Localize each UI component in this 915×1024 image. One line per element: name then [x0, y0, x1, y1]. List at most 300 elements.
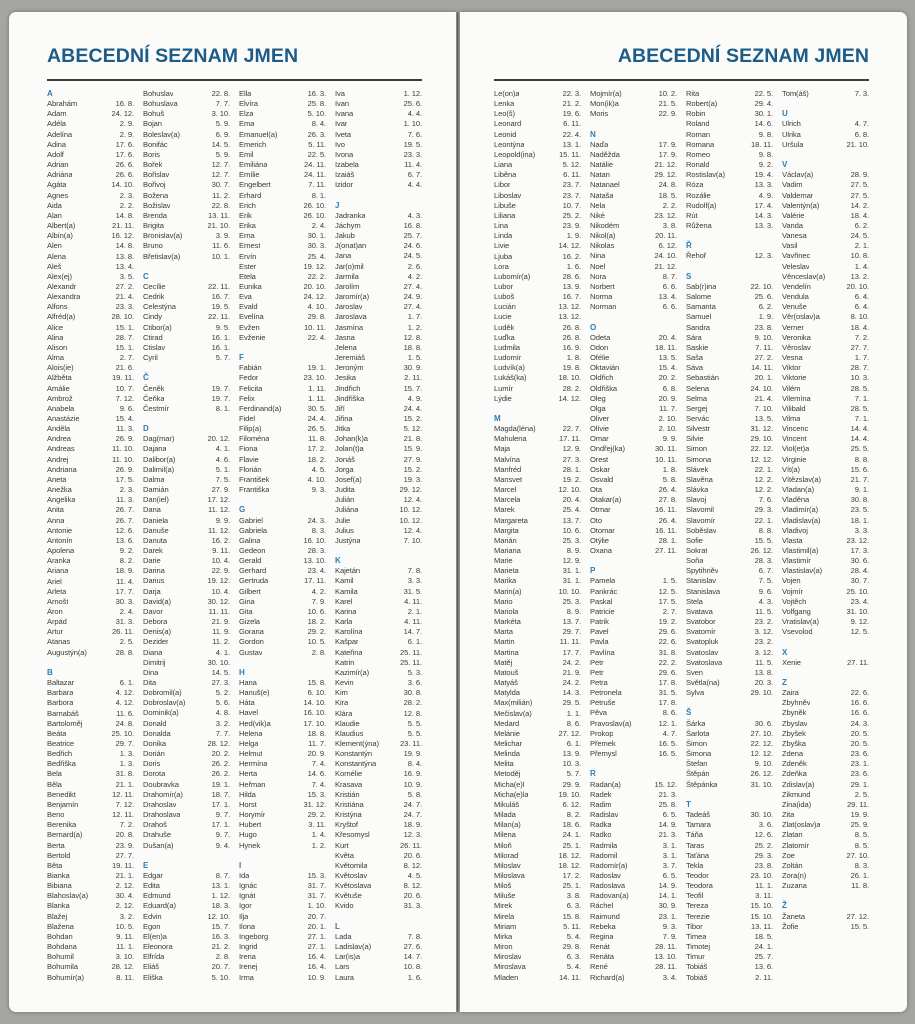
name-day-date: 11. 9. — [212, 627, 230, 637]
name-day-date: 8. 6. — [566, 718, 581, 728]
name-entry — [143, 688, 230, 698]
name-day-date: 29. 1. — [850, 779, 869, 789]
name-day-date: 30. 9. — [658, 901, 677, 911]
name-entry — [782, 272, 869, 282]
name-day-date: 14. 7. — [403, 627, 422, 637]
name-entry — [686, 455, 773, 465]
name-entry — [239, 323, 326, 333]
name-day-date: 19. 1. — [307, 363, 326, 373]
name-day-date: 31. 8. — [658, 647, 677, 657]
name-day-date: 30. 10. — [750, 810, 773, 820]
given-name: Zbyšek — [782, 728, 806, 738]
name-entry — [686, 99, 773, 109]
name-entry — [239, 180, 326, 190]
given-name: Rebeka — [590, 921, 616, 931]
given-name: Petronela — [590, 688, 622, 698]
name-day-date: 3. 2. — [215, 718, 230, 728]
given-name: Anežka — [47, 485, 72, 495]
given-name: Oskar — [590, 464, 610, 474]
given-name: Libuše — [494, 200, 516, 210]
name-entry — [686, 536, 773, 546]
name-entry — [143, 526, 230, 536]
name-day-date: 28. 5. — [850, 383, 869, 393]
name-entry — [47, 901, 134, 911]
name-day-date: 17. 4. — [754, 200, 773, 210]
name-day-date: 26. 9. — [115, 464, 134, 474]
given-name: Zuzana — [782, 881, 807, 891]
name-entry — [335, 343, 422, 353]
name-day-date: 3. 9. — [215, 231, 230, 241]
given-name: Tibor — [686, 921, 703, 931]
name-entry — [590, 830, 677, 840]
name-day-date: 18. 4. — [850, 322, 869, 332]
name-day-date: 9. 2. — [119, 546, 134, 556]
name-entry — [143, 353, 230, 363]
name-entry — [143, 668, 230, 678]
name-entry — [782, 810, 869, 820]
given-name: Ariana — [47, 566, 69, 576]
given-name: Vít(a) — [782, 464, 800, 474]
given-name: Františka — [239, 485, 270, 495]
given-name: Vladěna — [782, 495, 810, 505]
name-day-date: 1. 6. — [407, 972, 422, 982]
given-name: Cindy — [143, 312, 162, 322]
name-day-date: 22. 6. — [850, 688, 869, 698]
name-day-date: 11. 10. — [112, 444, 134, 454]
name-entry — [494, 688, 581, 698]
name-entry — [239, 526, 326, 536]
name-day-date: 2. 2. — [662, 200, 677, 210]
given-name: Svatava — [686, 606, 713, 616]
given-name: Teofil — [686, 891, 704, 901]
name-entry — [239, 140, 326, 150]
given-name: Alma — [47, 353, 64, 363]
name-day-date: 15. 1. — [115, 322, 134, 332]
name-entry — [494, 678, 581, 688]
name-day-date: 24. 12. — [111, 109, 134, 119]
name-entry — [47, 891, 134, 901]
name-day-date: 21. 4. — [754, 393, 773, 403]
name-column — [47, 89, 134, 983]
given-name: Háta — [239, 698, 255, 708]
name-entry — [47, 820, 134, 830]
name-day-date: 30. 3. — [307, 241, 326, 251]
name-entry — [494, 566, 581, 576]
given-name: Izidor — [335, 180, 353, 190]
given-name: Blahoslav(a) — [47, 891, 89, 901]
name-columns — [47, 89, 422, 983]
given-name: Slavomír — [686, 515, 716, 525]
name-entry — [239, 546, 326, 556]
name-entry — [686, 160, 773, 170]
name-entry — [335, 455, 422, 465]
name-day-date: 2. 1. — [407, 606, 422, 616]
name-day-date: 1. 10. — [307, 901, 326, 911]
given-name: Ulrich — [782, 119, 801, 129]
name-day-date: 23. 11. — [400, 738, 422, 748]
given-name: Stela — [686, 596, 703, 606]
name-day-date: 25. 6. — [403, 99, 422, 109]
name-entry — [239, 160, 326, 170]
name-day-date: 9. 10. — [754, 332, 773, 342]
name-day-date: 12. 1. — [658, 718, 677, 728]
given-name: Otýlie — [590, 535, 609, 545]
given-name: Evelína — [239, 312, 264, 322]
given-name: Egon — [143, 921, 161, 931]
name-entry — [686, 221, 773, 231]
given-name: Bohdana — [47, 942, 77, 952]
name-day-date: 5. 9. — [215, 119, 230, 129]
name-day-date: 12. 8. — [403, 332, 422, 342]
given-name: Mariola — [494, 606, 519, 616]
given-name: Šimon — [686, 738, 708, 748]
name-entry — [590, 597, 677, 607]
name-day-date: 18. 7. — [211, 789, 230, 799]
name-day-date: 7. 6. — [407, 129, 422, 139]
name-entry — [494, 119, 581, 129]
name-day-date: 29. 6. — [658, 667, 677, 677]
given-name: Tobiáš — [686, 972, 708, 982]
given-name: Libor — [494, 180, 511, 190]
name-entry — [686, 820, 773, 830]
given-name: Venuše — [782, 302, 807, 312]
name-columns — [494, 89, 869, 983]
name-day-date: 9. 6. — [119, 403, 134, 413]
name-day-date: 13. 5. — [754, 413, 773, 423]
name-day-date: 26. 2. — [211, 769, 230, 779]
section-letter: Č — [143, 373, 149, 383]
given-name: Radislav — [590, 810, 619, 820]
given-name: Ingrid — [239, 942, 258, 952]
name-entry — [782, 424, 869, 434]
name-day-date: 22. 8. — [211, 200, 230, 210]
given-name: Justýna — [335, 535, 361, 545]
given-name: Kristiána — [335, 799, 364, 809]
given-name: Elza — [239, 109, 254, 119]
given-name: Artur — [47, 627, 63, 637]
name-day-date: 21. 6. — [115, 363, 134, 373]
name-day-date: 5. 5. — [407, 728, 422, 738]
name-entry — [239, 201, 326, 211]
name-day-date: 21. 12. — [654, 261, 677, 271]
name-day-date: 20. 5. — [850, 728, 869, 738]
name-day-date: 1. 2. — [311, 840, 326, 850]
given-name: Alfréd(a) — [47, 312, 76, 322]
given-name: Patricie — [590, 606, 615, 616]
name-entry — [782, 180, 869, 190]
name-entry — [239, 99, 326, 109]
name-day-date: 28. 1. — [562, 464, 581, 474]
name-entry — [782, 302, 869, 312]
given-name: Miroslava — [494, 962, 526, 972]
given-name: Květa — [335, 850, 354, 860]
given-name: Melichar — [494, 738, 522, 748]
name-day-date: 24. 7. — [403, 810, 422, 820]
name-day-date: 29. 12. — [654, 170, 677, 180]
name-day-date: 21. 12. — [654, 160, 677, 170]
given-name: Adriána — [47, 170, 73, 180]
name-day-date: 27. 10. — [750, 728, 773, 738]
given-name: Lumír — [494, 383, 513, 393]
name-day-date: 17. 1. — [211, 799, 230, 809]
name-day-date: 20. 7. — [307, 911, 326, 921]
name-entry — [239, 241, 326, 251]
given-name: Bohumila — [47, 962, 78, 972]
name-entry — [590, 932, 677, 942]
name-day-date: 3. 2. — [119, 911, 134, 921]
given-name: Doubravka — [143, 779, 179, 789]
name-entry — [239, 465, 326, 475]
given-name: Mario — [494, 596, 513, 606]
name-day-date: 25. 11. — [400, 647, 422, 657]
name-entry — [143, 800, 230, 810]
given-name: Denis(a) — [143, 627, 171, 637]
name-day-date: 10. 7. — [115, 383, 134, 393]
name-entry — [686, 201, 773, 211]
name-day-date: 8. 1. — [215, 403, 230, 413]
name-entry — [590, 739, 677, 749]
given-name: Vojen — [782, 576, 801, 586]
name-entry — [239, 576, 326, 586]
given-name: Ladislav(a) — [335, 942, 372, 952]
name-day-date: 17. 2. — [562, 871, 581, 881]
name-day-date: 30. 4. — [115, 891, 134, 901]
name-day-date: 3. 6. — [758, 820, 773, 830]
name-day-date: 15. 5. — [850, 921, 869, 931]
name-entry — [239, 211, 326, 221]
given-name: Julián — [335, 495, 355, 505]
name-entry — [143, 170, 230, 180]
given-name: Slávek — [686, 464, 709, 474]
given-name: Dezider — [143, 637, 169, 647]
name-entry — [494, 536, 581, 546]
name-day-date: 30. 8. — [403, 688, 422, 698]
name-day-date: 10. 11. — [304, 322, 326, 332]
given-name: Mirka — [494, 931, 513, 941]
name-entry — [590, 708, 677, 718]
given-name: Kristýna — [335, 810, 362, 820]
name-day-date: 28. 1. — [658, 535, 677, 545]
name-entry — [143, 475, 230, 485]
name-day-date: 8. 4. — [407, 759, 422, 769]
given-name: Augustýn(a) — [47, 647, 87, 657]
name-day-date: 7. 6. — [758, 495, 773, 505]
name-day-date: 9. 8. — [758, 129, 773, 139]
given-name: Emil — [239, 149, 254, 159]
given-name: Prokop — [590, 728, 614, 738]
name-day-date: 18. 5. — [754, 931, 773, 941]
given-name: Micha(e)la — [494, 789, 529, 799]
given-name: Vlastislav(a) — [782, 566, 823, 576]
name-day-date: 30. 6. — [754, 718, 773, 728]
given-name: Bohuslav — [143, 89, 174, 98]
name-day-date: 20. 6. — [403, 850, 422, 860]
given-name: Brigita — [143, 221, 164, 231]
name-day-date: 23. 4. — [850, 596, 869, 606]
given-name: Fidel — [239, 413, 255, 423]
given-name: Terezie — [686, 911, 710, 921]
name-entry — [590, 627, 677, 637]
given-name: Valérie — [782, 210, 805, 220]
name-entry — [686, 648, 773, 658]
name-day-date: 2. 7. — [662, 606, 677, 616]
name-entry — [494, 617, 581, 627]
name-day-date: 27. 1. — [307, 942, 326, 952]
name-day-date: 15. 12. — [654, 779, 677, 789]
name-day-date: 2. 7. — [119, 353, 134, 363]
given-name: Bronislav(a) — [143, 231, 183, 241]
name-day-date: 22. 11. — [208, 312, 230, 322]
name-day-date: 18. 2. — [307, 454, 326, 464]
given-name: Jaroslav — [335, 302, 363, 312]
name-day-date: 26. 7. — [115, 505, 134, 515]
name-entry — [590, 871, 677, 881]
section-letter: Z — [782, 678, 787, 687]
name-day-date: 9. 9. — [215, 515, 230, 525]
name-entry — [782, 505, 869, 515]
name-entry — [47, 851, 134, 861]
name-entry — [782, 769, 869, 779]
section-letter: E — [143, 860, 149, 870]
name-day-date: 16. 2. — [211, 535, 230, 545]
given-name: Gustav — [239, 647, 263, 657]
name-entry — [782, 495, 869, 505]
name-day-date: 13. 11. — [751, 921, 773, 931]
name-day-date: 14. 10. — [111, 180, 134, 190]
name-entry — [47, 516, 134, 526]
name-day-date: 26. 12. — [750, 769, 773, 779]
given-name: Radan(a) — [590, 779, 621, 789]
name-entry — [782, 323, 869, 333]
name-day-date: 14. 5. — [211, 139, 230, 149]
name-day-date: 27. 5. — [850, 190, 869, 200]
given-name: Alen — [47, 241, 62, 251]
name-day-date: 21. 10. — [846, 139, 869, 149]
name-day-date: 6. 6. — [662, 281, 677, 291]
name-day-date: 3. 12. — [754, 647, 773, 657]
name-entry — [686, 282, 773, 292]
name-day-date: 23. 1. — [658, 911, 677, 921]
given-name: Jakub — [335, 231, 355, 241]
header-rule — [47, 79, 422, 81]
name-entry — [782, 130, 869, 140]
name-day-date: 17. 10. — [303, 718, 326, 728]
name-day-date: 26. 11. — [112, 627, 134, 637]
name-entry — [47, 800, 134, 810]
name-entry — [590, 363, 677, 373]
name-day-date: 6. 10. — [307, 688, 326, 698]
name-day-date: 19. 5. — [403, 139, 422, 149]
name-entry — [494, 394, 581, 404]
given-name: Linda — [494, 231, 513, 241]
given-name: Martina — [494, 647, 519, 657]
name-entry — [686, 251, 773, 261]
name-entry — [239, 475, 326, 485]
name-entry — [686, 526, 773, 536]
name-day-date: 12. 2. — [754, 485, 773, 495]
name-day-date: 8. 8. — [758, 525, 773, 535]
given-name: Dobromil(a) — [143, 688, 182, 698]
given-name: Alena — [47, 251, 66, 261]
name-entry — [686, 109, 773, 119]
given-name: Gedeon — [239, 546, 266, 555]
name-day-date: 30. 6. — [850, 556, 869, 566]
name-entry — [47, 719, 134, 729]
name-day-date: 4. 5. — [311, 464, 326, 474]
name-entry — [143, 678, 230, 688]
name-entry — [686, 678, 773, 688]
section-letter: N — [590, 129, 596, 139]
name-entry — [143, 922, 230, 932]
name-day-date: 8. 11. — [116, 972, 134, 982]
name-day-date: 25. 10. — [111, 728, 134, 738]
name-entry — [143, 597, 230, 607]
name-entry — [494, 658, 581, 668]
name-day-date: 15. 11. — [559, 149, 581, 159]
name-day-date: 25. 4. — [307, 251, 326, 261]
name-day-date: 25. 10. — [846, 586, 869, 596]
name-day-date: 4. 9. — [758, 190, 773, 200]
name-entry — [143, 536, 230, 546]
name-entry — [782, 475, 869, 485]
given-name: Alex(ej) — [47, 271, 72, 281]
name-entry — [782, 576, 869, 586]
name-entry — [143, 495, 230, 505]
given-name: Angelika — [47, 495, 76, 505]
name-day-date: 1. 8. — [566, 353, 581, 363]
given-name: Adéla — [47, 119, 66, 129]
name-day-date: 2. 6. — [407, 261, 422, 271]
name-day-date: 16. 3. — [307, 89, 326, 98]
given-name: Marie — [494, 556, 513, 566]
name-day-date: 27. 4. — [403, 281, 422, 291]
given-name: Celestýna — [143, 302, 176, 312]
name-day-date: 30. 9. — [403, 363, 422, 373]
given-name: Marcel — [494, 485, 517, 495]
name-day-date: 7. 7. — [215, 728, 230, 738]
name-entry — [590, 536, 677, 546]
name-entry — [590, 546, 677, 556]
name-entry — [494, 973, 581, 983]
given-name: Robert(a) — [686, 99, 718, 109]
name-entry — [143, 627, 230, 637]
given-name: Lukáš(ka) — [494, 373, 527, 383]
name-day-date: 6. 11. — [563, 170, 581, 180]
given-name: Adam — [47, 109, 67, 119]
name-day-date: 22. 10. — [750, 281, 773, 291]
given-name: Ofélie — [590, 353, 610, 363]
name-day-date: 13. 12. — [558, 302, 581, 312]
name-day-date: 14. 9. — [658, 881, 677, 891]
given-name: Laura — [335, 972, 354, 982]
given-name: Vendula — [782, 292, 809, 302]
name-day-date: 31. 10. — [750, 779, 773, 789]
name-entry — [782, 658, 869, 668]
name-day-date: 5. 4. — [566, 931, 581, 941]
name-day-date: 1. 7. — [854, 353, 869, 363]
name-entry — [782, 170, 869, 180]
name-day-date: 12. 7. — [211, 170, 230, 180]
given-name: Tobiáš — [686, 962, 708, 972]
name-entry — [239, 262, 326, 272]
name-entry — [494, 312, 581, 322]
name-day-date: 15. 9. — [403, 444, 422, 454]
name-day-date: 26. 4. — [658, 515, 677, 525]
name-day-date: 19. 9. — [850, 810, 869, 820]
section-letter: L — [335, 921, 340, 931]
name-day-date: 21. 10. — [207, 221, 230, 231]
name-entry — [686, 871, 773, 881]
